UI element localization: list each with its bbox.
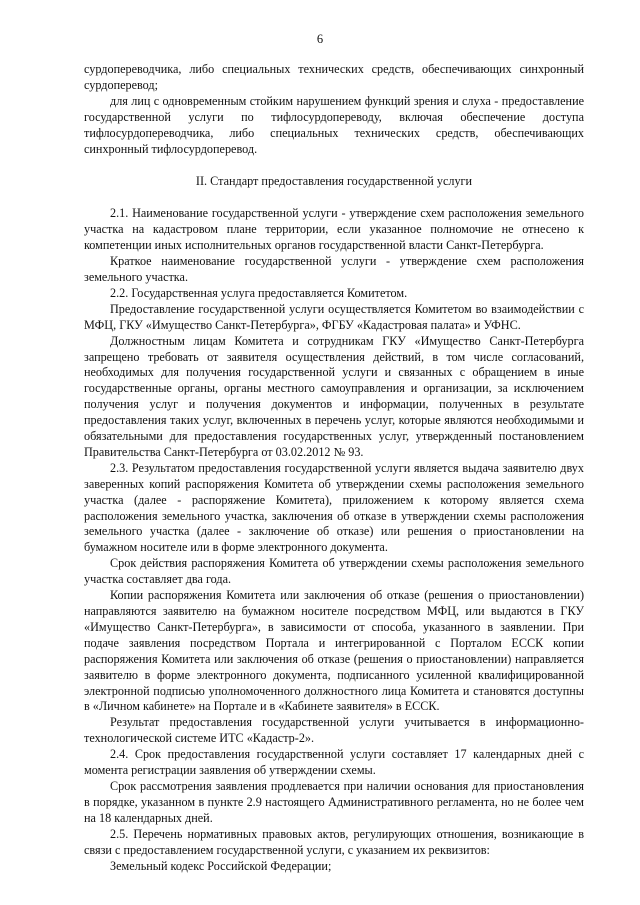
paragraph: Краткое наименование государственной услуги - утверждение схем расположения земельного участка. [84,254,584,284]
paragraph: Копии распоряжения Комитета или заключения об отказе (решения о приостановлении) направляются заявителю на бумажном носителе посредством МФЦ, или выдаются в ГКУ «Имущество Санкт-Петербурга», в зависимости от способа, указанного в заявлении. При подаче заявления посредством Портала и интегрированной с Порталом ЕССК копии распоряжения Комитета или заключения об отказе (решения о приостановлении) направляется заявителю в форме электронного документа, подписанного усиленной квалифицированной электронной подписью уполномоченного должностного лица Комитета и становятся доступны в «Личном кабинете» на Портале и в «Кабинете заявителя» в ЕССК. [84,588,584,714]
paragraph: 2.2. Государственная услуга предоставляется Комитетом. [110,285,408,300]
paragraph: Результат предоставления государственной услуги учитывается в информационно-технологической системе ИТС «Кадастр-2». [84,715,584,746]
paragraph: 2.4. Срок предоставления государственной услуги составляет 17 календарных дней с момента регистрации заявления об утверждении схемы. [84,747,584,778]
paragraph: сурдопереводчика, либо специальных технических средств, обеспечивающих синхронный сурдоперевод; [84,62,584,92]
page-body [84,62,584,874]
paragraph: 2.5. Перечень нормативных правовых актов, регулирующих отношения, возникающие в связи с предоставлением государственной услуги, с указанием их реквизитов: [84,826,584,857]
paragraph: Должностным лицам Комитета и сотрудникам ГКУ «Имущество Санкт-Петербурга запрещено требовать от заявителя осуществления действий, в том числе согласований, необходимых для получения государственной услуги и связанных с обращением в иные государственные органы, органы местного самоуправления и организации, за исключением получения услуг и получения документов и информации, полученных в результате предоставления таких услуг, включенных в перечень услуг, которые являются необходимыми и обязательными для предоставления государственных услуг, утвержденный постановлением Правительства Санкт-Петербурга от 03.02.2012 № 93. [84,333,584,459]
page-number: 6 [316,32,324,46]
paragraph: для лиц с одновременным стойким нарушением функций зрения и слуха - предоставление государственной услуги по тифлосурдопереводу, включая обеспечение доступа тифлосурдопереводчика, либо специальных технических средств, обеспечивающих синхронный тифлосурдоперевод. [84,93,584,156]
paragraph: Предоставление государственной услуги осуществляется Комитетом во взаимодействии с МФЦ, ГКУ «Имущество Санкт-Петербурга», ФГБУ «Кадастровая палата» и УФНС. [84,301,584,332]
section-heading: II. Стандарт предоставления государственной услуги [195,174,473,189]
paragraph: 2.1. Наименование государственной услуги - утверждение схем расположения земельного участка на кадастровом плане территории, если указанное полномочие не отнесено к компетенции иных исполнительных органов государственной власти Санкт-Петербурга. [84,206,584,253]
paragraph: Срок действия распоряжения Комитета об утверждении схемы расположения земельного участка составляет два года. [84,556,584,587]
paragraph: Земельный кодекс Российской Федерации; [110,858,332,873]
paragraph: Срок рассмотрения заявления продлевается при наличии основания для приостановления в порядке, указанном в пункте 2.9 настоящего Административного регламента, но не более чем на 18 календарных дней. [84,778,584,825]
paragraph: 2.3. Результатом предоставления государственной услуги является выдача заявителю двух заверенных копий распоряжения Комитета об утверждении схемы расположения земельного участка (далее - распоряжение Комитета), приложением к которому является схема расположения земельного участка, заключения об отказе в утверждении схемы расположения земельного участка (далее - заключение об отказе) или решения о приостановлении на бумажном носителе или в форме электронного документа. [84,460,584,555]
